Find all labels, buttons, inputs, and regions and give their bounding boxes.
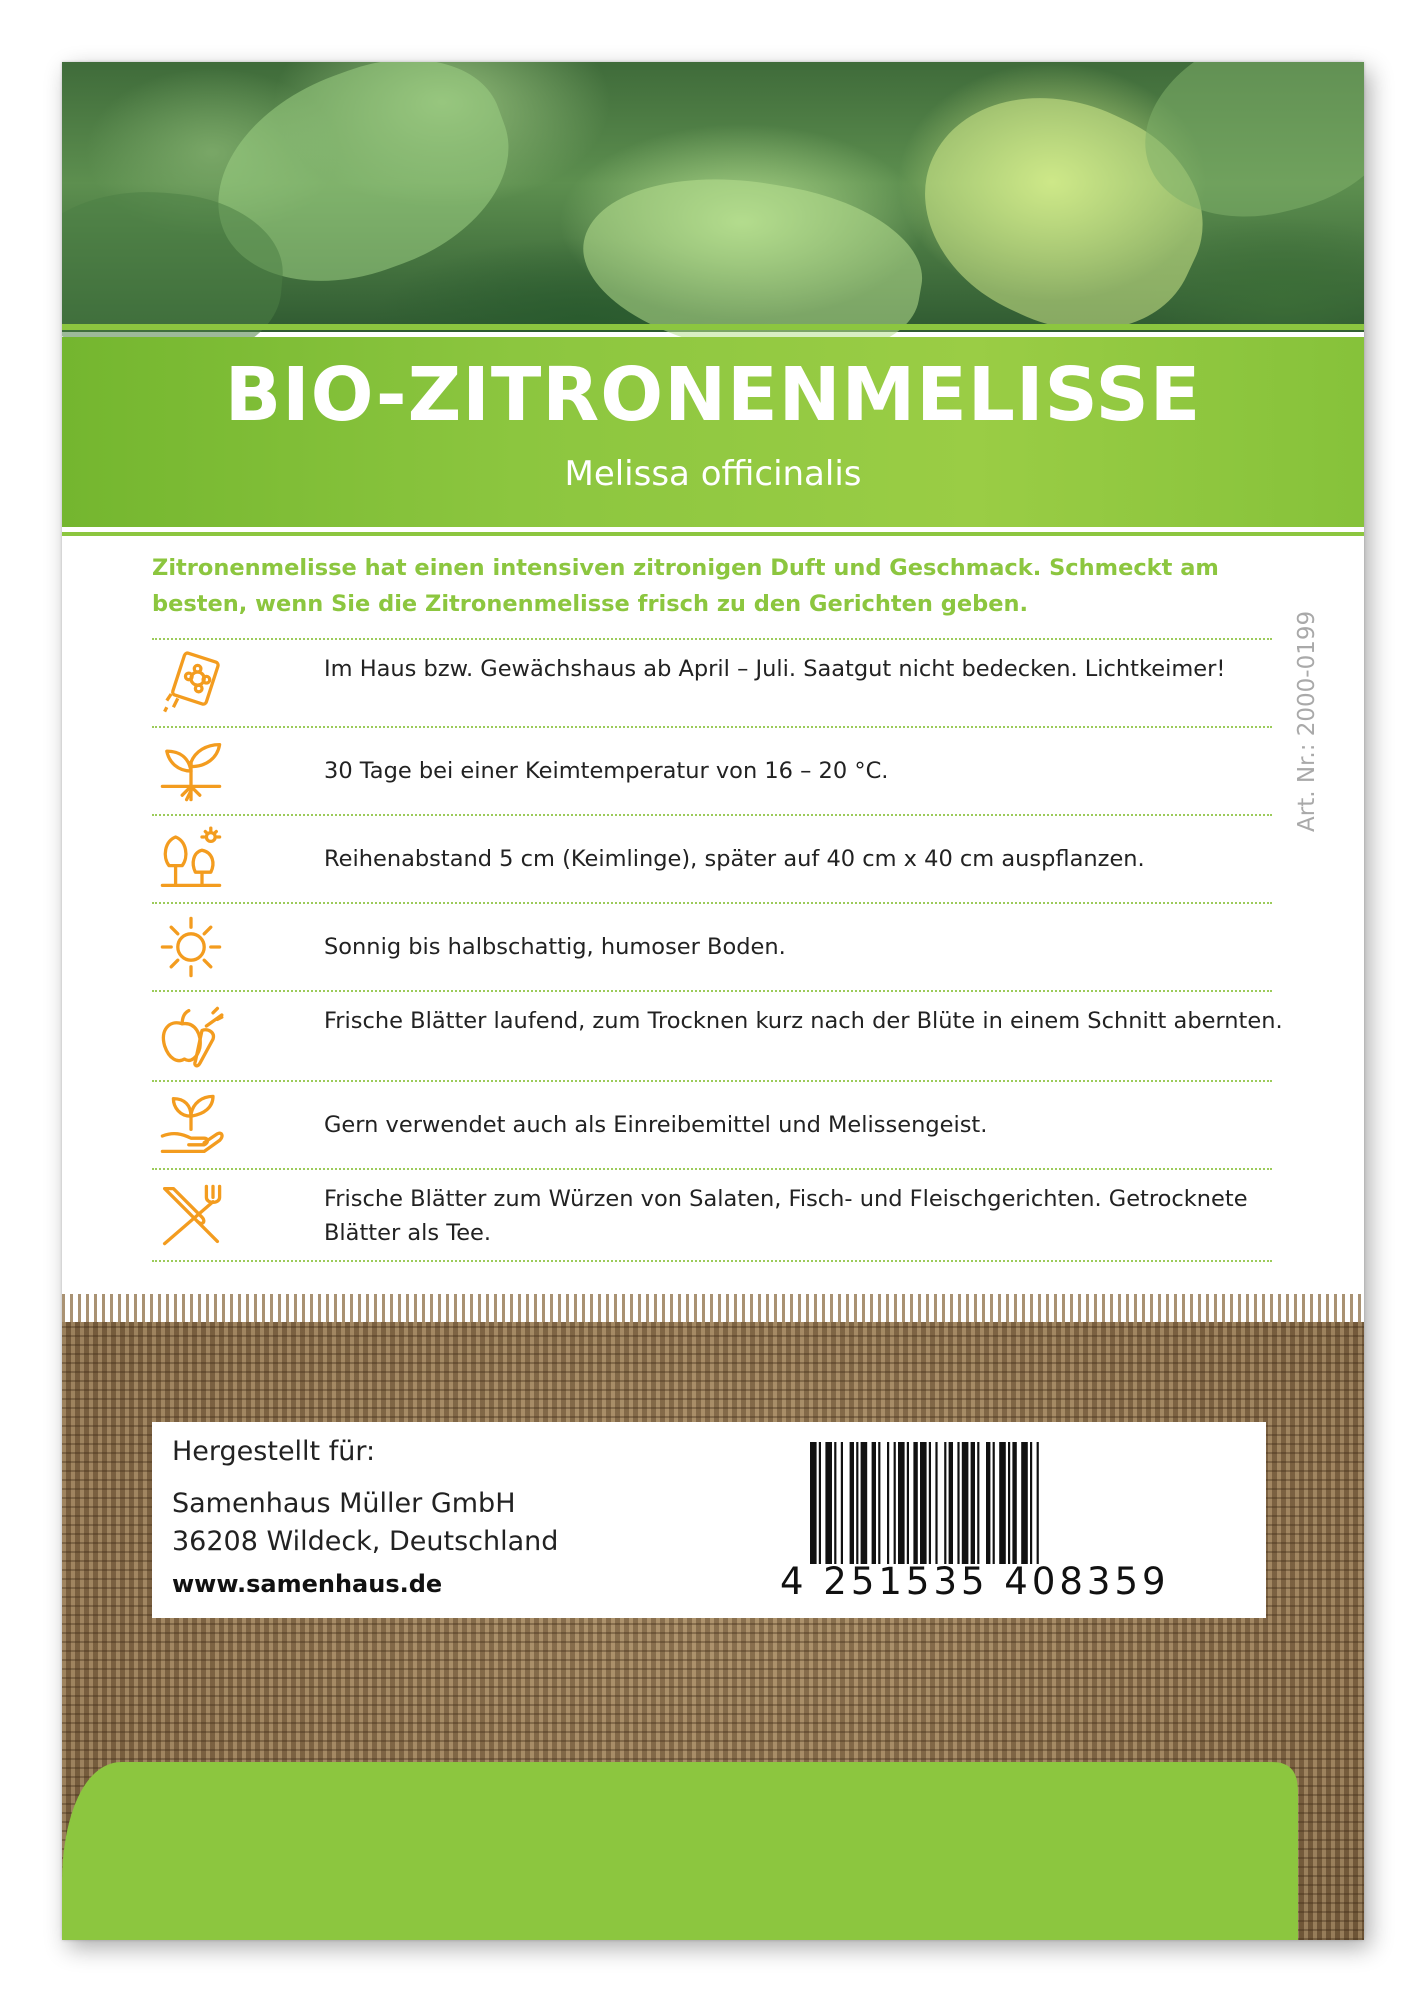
banner-bottom-rule <box>62 532 1364 536</box>
sun-icon <box>158 914 224 980</box>
barcode-bar <box>993 1442 995 1564</box>
info-row-sowing <box>152 638 1272 728</box>
barcode-bar <box>856 1442 858 1564</box>
info-row-text: 30 Tage bei einer Keimtemperatur von 16 – 20 °C. <box>324 758 889 784</box>
barcode-bar <box>1008 1442 1010 1564</box>
barcode-bar <box>861 1442 868 1564</box>
page-title: BIO-ZITRONENMELISSE <box>224 352 1202 438</box>
seed-packet-icon <box>158 650 224 716</box>
seedling-icon <box>158 738 224 804</box>
barcode-bar <box>907 1442 909 1564</box>
barcode-bar <box>878 1442 880 1564</box>
rows-bottom-rule <box>152 1260 1272 1262</box>
barcode-bar <box>872 1442 876 1564</box>
info-row-text: Frische Blätter zum Würzen von Salaten, Fisch- und Fleischgerichten. Getrocknete Blätter als Tee. <box>324 1186 1248 1246</box>
info-row-kitchen <box>152 1168 1272 1262</box>
barcode-bar <box>920 1442 927 1564</box>
info-row-spacing <box>152 814 1272 904</box>
barcode-digits: 4 251535 408359 <box>780 1560 1170 1603</box>
company-address: 36208 Wildeck, Deutschland <box>172 1526 559 1557</box>
barcode-bar <box>929 1442 931 1564</box>
manufacturer-label <box>152 1422 1266 1618</box>
barcode-bar <box>894 1442 896 1564</box>
info-row-text: Sonnig bis halbschattig, humoser Boden. <box>324 934 786 960</box>
barcode-bar <box>841 1442 843 1564</box>
barcode-bar <box>971 1442 975 1564</box>
barcode-bar <box>850 1442 854 1564</box>
barcode-bar <box>986 1442 990 1564</box>
botanical-name: Melissa officinalis <box>564 454 862 494</box>
barcode-bar <box>962 1442 969 1564</box>
info-row-text: Gern verwendet auch als Einreibemittel und Melissengeist. <box>324 1112 988 1138</box>
barcode-bar <box>944 1442 946 1564</box>
barcode-bar <box>999 1442 1006 1564</box>
info-row-usage <box>152 1080 1272 1170</box>
barcode-bar <box>898 1442 905 1564</box>
barcode-bar <box>825 1442 832 1564</box>
barcode-bar <box>957 1442 959 1564</box>
made-for-label: Hergestellt für: <box>172 1436 376 1467</box>
hang-tab <box>62 1762 1364 1940</box>
photo-divider <box>62 324 1364 330</box>
barcode-bar <box>1012 1442 1016 1564</box>
article-number: Art. Nr.: 2000-0199 <box>1294 610 1320 832</box>
barcode-bar <box>887 1442 889 1564</box>
barcode-bar <box>1021 1442 1028 1564</box>
info-row-germination <box>152 726 1272 816</box>
barcode-bar <box>819 1442 821 1564</box>
barcode-bar <box>1030 1442 1032 1564</box>
intro-text: Zitronenmelisse hat einen intensiven zitronigen Duft und Geschmack. Schmeckt am besten, wenn Sie die Zitronenmelisse frisch zu den Gerichten geben. <box>152 555 1219 617</box>
lemon-balm-photo <box>62 62 1364 332</box>
info-row-harvest <box>152 990 1283 1082</box>
info-row-location <box>152 902 1272 992</box>
harvest-icon <box>158 1004 224 1070</box>
info-row-text: Frische Blätter laufend, zum Trocknen kurz nach der Blüte in einem Schnitt abernten. <box>324 1008 1283 1034</box>
plant-spacing-icon <box>158 826 224 892</box>
barcode <box>810 1442 1210 1564</box>
barcode-bar <box>977 1442 979 1564</box>
barcode-bar <box>913 1442 917 1564</box>
barcode-bar <box>810 1442 817 1564</box>
website-link[interactable]: www.samenhaus.de <box>172 1570 443 1598</box>
barcode-bar <box>1037 1442 1039 1564</box>
hand-plant-icon <box>158 1092 224 1158</box>
seed-packet-back <box>62 62 1364 1940</box>
company-name: Samenhaus Müller GmbH <box>172 1488 516 1519</box>
barcode-bar <box>834 1442 836 1564</box>
barcode-bar <box>949 1442 953 1564</box>
info-row-text: Reihenabstand 5 cm (Keimlinge), später auf 40 cm x 40 cm auspflanzen. <box>324 846 1145 872</box>
info-row-text: Im Haus bzw. Gewächshaus ab April – Juli. Saatgut nicht bedecken. Lichtkeimer! <box>324 656 1226 682</box>
cutlery-icon <box>158 1182 224 1248</box>
barcode-bar <box>935 1442 937 1564</box>
